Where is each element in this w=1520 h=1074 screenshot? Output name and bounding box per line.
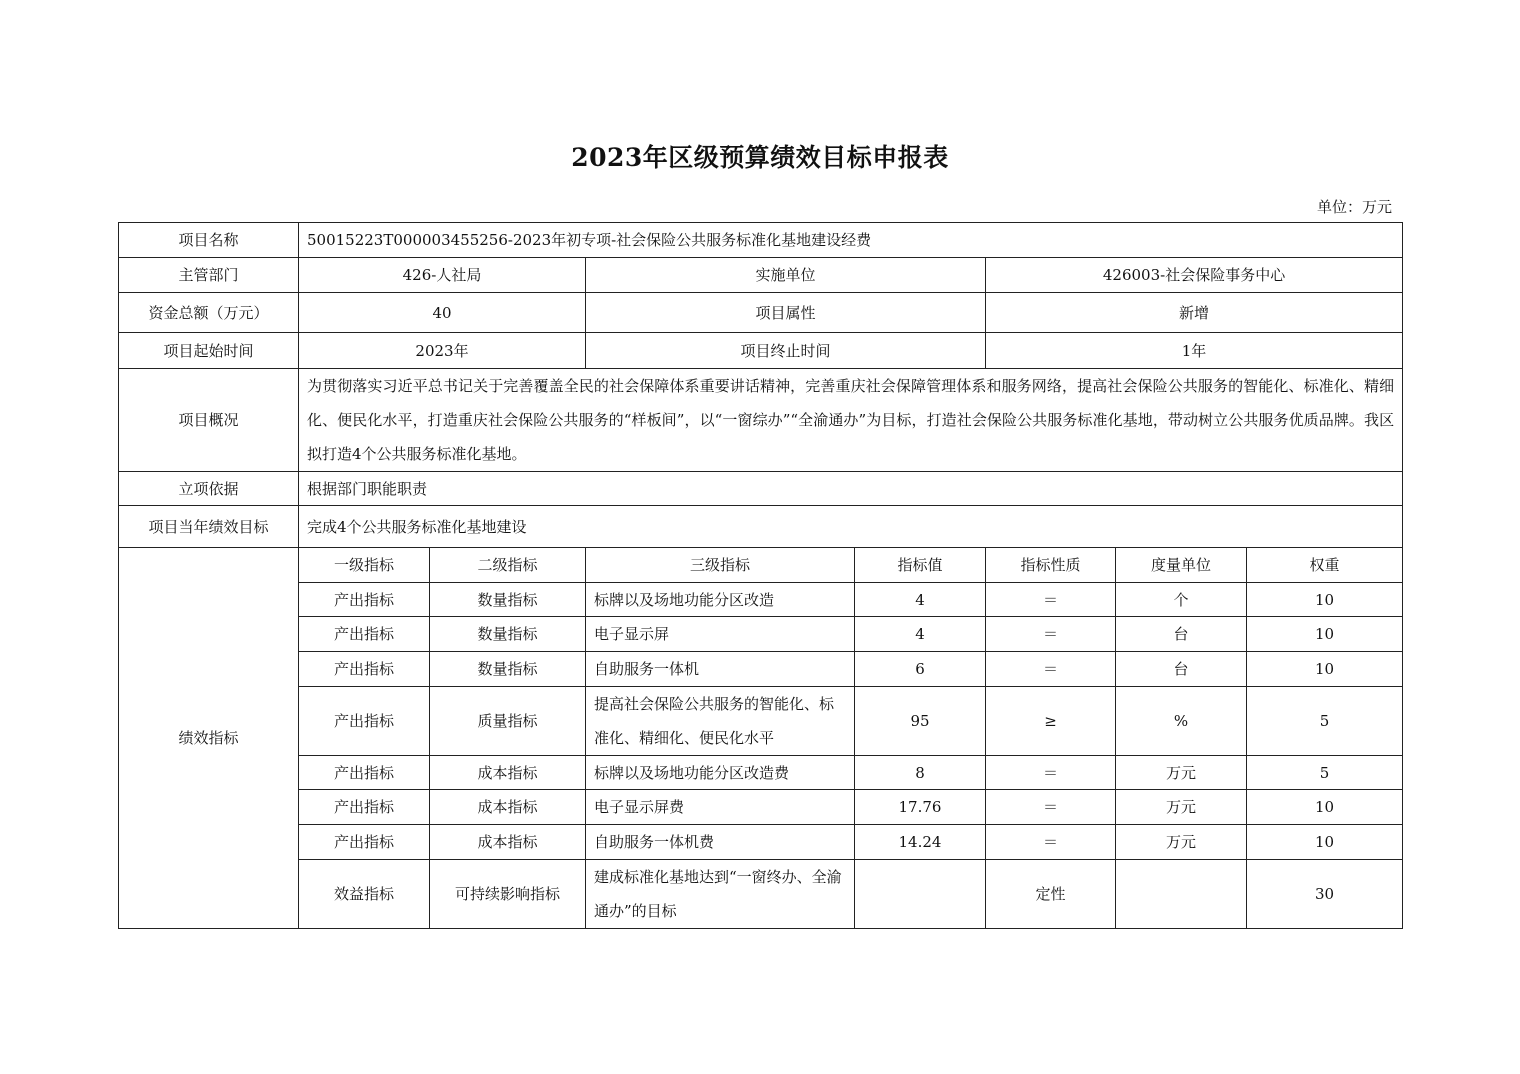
indicator-value: 4	[855, 617, 986, 652]
dept-value: 426-人社局	[299, 258, 586, 293]
indicator-level2: 成本指标	[430, 825, 586, 860]
indicator-unit: 万元	[1116, 825, 1247, 860]
start-label: 项目起始时间	[119, 333, 299, 369]
indicator-value: 4	[855, 583, 986, 617]
header-level3: 三级指标	[586, 548, 855, 583]
indicator-row	[119, 617, 1403, 652]
indicator-nature: 定性	[986, 860, 1116, 929]
overview-label: 项目概况	[119, 369, 299, 472]
indicator-level2: 可持续影响指标	[430, 860, 586, 929]
indicator-nature: ≥	[986, 687, 1116, 756]
indicator-row	[119, 790, 1403, 825]
goal-value: 完成4个公共服务标准化基地建设	[299, 506, 1403, 548]
indicator-weight: 10	[1247, 617, 1403, 652]
overview-row	[119, 369, 1403, 472]
goal-label: 项目当年绩效目标	[119, 506, 299, 548]
indicator-nature: ＝	[986, 583, 1116, 617]
fund-label: 资金总额（万元）	[119, 293, 299, 333]
indicator-unit	[1116, 860, 1247, 929]
unit-label: 单位：万元	[1316, 198, 1392, 216]
header-weight: 权重	[1247, 548, 1403, 583]
indicator-level1: 产出指标	[299, 617, 430, 652]
time-row	[119, 333, 1403, 369]
indicator-unit: %	[1116, 687, 1247, 756]
indicator-level2: 质量指标	[430, 687, 586, 756]
fund-row	[119, 293, 1403, 333]
indicator-header-row	[119, 548, 1403, 583]
indicator-level3: 自助服务一体机费	[586, 825, 855, 860]
dept-label: 主管部门	[119, 258, 299, 293]
header-level2: 二级指标	[430, 548, 586, 583]
indicator-level1: 产出指标	[299, 652, 430, 687]
indicator-nature: ＝	[986, 652, 1116, 687]
indicator-level1: 产出指标	[299, 687, 430, 756]
indicator-value: 6	[855, 652, 986, 687]
indicator-unit: 个	[1116, 583, 1247, 617]
indicator-unit: 万元	[1116, 756, 1247, 790]
attr-label: 项目属性	[586, 293, 986, 333]
performance-target-table	[118, 222, 1403, 929]
indicator-level1: 产出指标	[299, 583, 430, 617]
indicator-row	[119, 756, 1403, 790]
indicator-unit: 万元	[1116, 790, 1247, 825]
header-value: 指标值	[855, 548, 986, 583]
indicator-row	[119, 583, 1403, 617]
project-name-value: 50015223T000003455256-2023年初专项-社会保险公共服务标准化基地建设经费	[299, 223, 1403, 258]
indicator-level1: 产出指标	[299, 825, 430, 860]
basis-row	[119, 472, 1403, 506]
impl-unit-value: 426003-社会保险事务中心	[986, 258, 1403, 293]
indicator-row	[119, 825, 1403, 860]
end-value: 1年	[986, 333, 1403, 369]
header-level1: 一级指标	[299, 548, 430, 583]
indicator-weight: 10	[1247, 583, 1403, 617]
indicator-level2: 成本指标	[430, 790, 586, 825]
indicator-value: 8	[855, 756, 986, 790]
fund-value: 40	[299, 293, 586, 333]
indicator-weight: 10	[1247, 825, 1403, 860]
start-value: 2023年	[299, 333, 586, 369]
indicator-level3: 标牌以及场地功能分区改造	[586, 583, 855, 617]
header-nature: 指标性质	[986, 548, 1116, 583]
department-row	[119, 258, 1403, 293]
indicator-nature: ＝	[986, 790, 1116, 825]
indicator-level3: 电子显示屏	[586, 617, 855, 652]
indicator-value: 14.24	[855, 825, 986, 860]
indicator-weight: 5	[1247, 756, 1403, 790]
indicator-row	[119, 687, 1403, 756]
indicator-level1: 效益指标	[299, 860, 430, 929]
project-name-row	[119, 223, 1403, 258]
indicator-level2: 数量指标	[430, 583, 586, 617]
goal-row	[119, 506, 1403, 548]
indicator-level2: 数量指标	[430, 652, 586, 687]
indicator-level2: 成本指标	[430, 756, 586, 790]
indicator-weight: 10	[1247, 790, 1403, 825]
indicator-row	[119, 860, 1403, 929]
indicator-level3: 建成标准化基地达到“一窗终办、全渝通办”的目标	[586, 860, 855, 929]
indicator-weight: 30	[1247, 860, 1403, 929]
page-title: 2023年区级预算绩效目标申报表	[571, 143, 949, 172]
indicator-level2: 数量指标	[430, 617, 586, 652]
indicator-nature: ＝	[986, 617, 1116, 652]
indicator-unit: 台	[1116, 617, 1247, 652]
basis-value: 根据部门职能职责	[299, 472, 1403, 506]
indicator-level3: 提高社会保险公共服务的智能化、标准化、精细化、便民化水平	[586, 687, 855, 756]
indicator-unit: 台	[1116, 652, 1247, 687]
indicator-level3: 标牌以及场地功能分区改造费	[586, 756, 855, 790]
indicators-label: 绩效指标	[119, 548, 299, 929]
end-label: 项目终止时间	[586, 333, 986, 369]
indicator-value: 17.76	[855, 790, 986, 825]
header-unit: 度量单位	[1116, 548, 1247, 583]
indicator-weight: 5	[1247, 687, 1403, 756]
indicator-nature: ＝	[986, 825, 1116, 860]
attr-value: 新增	[986, 293, 1403, 333]
indicator-level1: 产出指标	[299, 756, 430, 790]
indicator-row	[119, 652, 1403, 687]
indicator-level3: 电子显示屏费	[586, 790, 855, 825]
impl-unit-label: 实施单位	[586, 258, 986, 293]
indicator-value	[855, 860, 986, 929]
indicator-nature: ＝	[986, 756, 1116, 790]
indicator-value: 95	[855, 687, 986, 756]
indicator-level3: 自助服务一体机	[586, 652, 855, 687]
project-name-label: 项目名称	[119, 223, 299, 258]
overview-value: 为贯彻落实习近平总书记关于完善覆盖全民的社会保障体系重要讲话精神，完善重庆社会保障管理体系和服务网络，提高社会保险公共服务的智能化、标准化、精细化、便民化水平，打造重庆社会保险公共服务的“样板间”，以“一窗综办”“全渝通办”为目标，打造社会保险公共服务标准化基地，带动树立公共服务优质品牌。我区拟打造4个公共服务标准化基地。	[299, 369, 1403, 472]
basis-label: 立项依据	[119, 472, 299, 506]
indicator-level1: 产出指标	[299, 790, 430, 825]
indicator-weight: 10	[1247, 652, 1403, 687]
